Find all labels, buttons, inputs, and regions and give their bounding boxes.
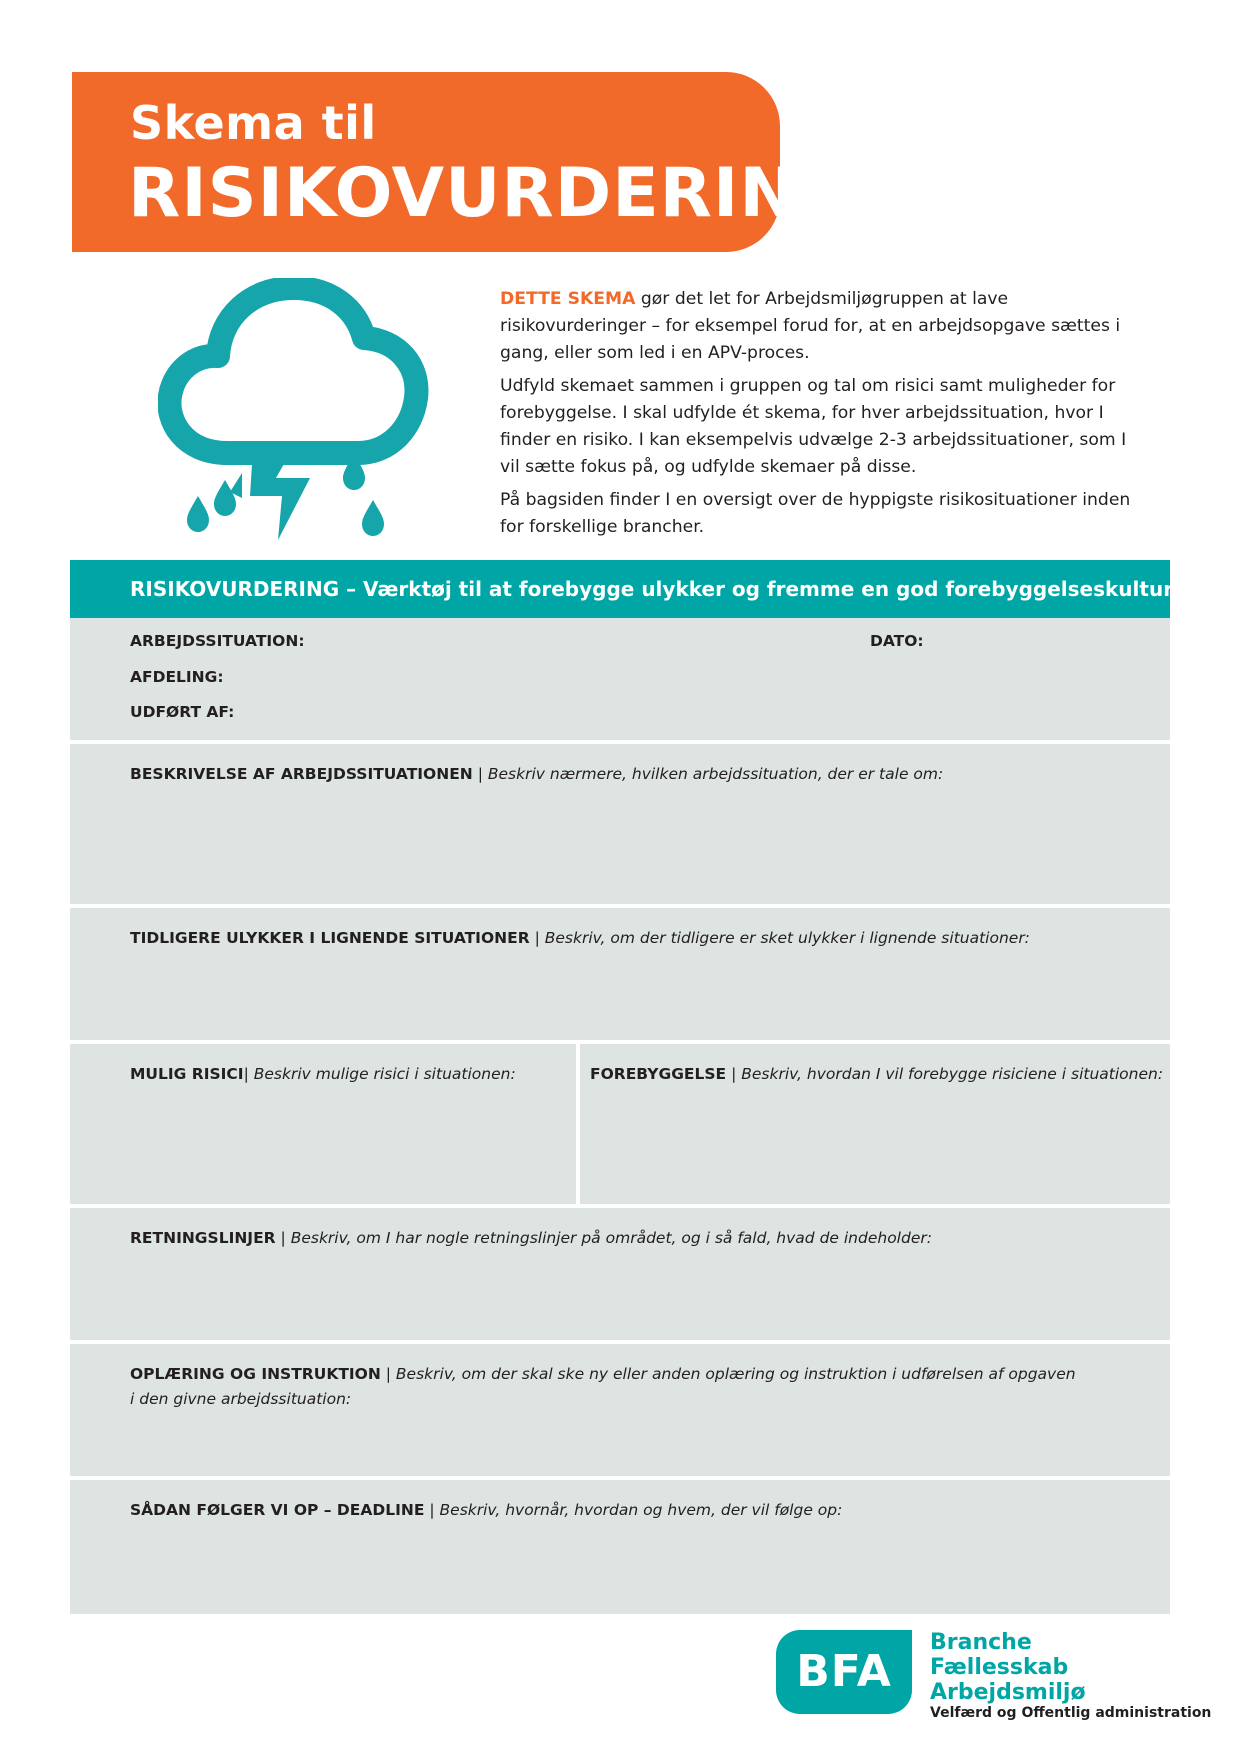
- section-prevention[interactable]: [580, 1044, 1170, 1204]
- section-followup[interactable]: [70, 1480, 1170, 1614]
- logo-line-3: Arbejdsmiljø: [930, 1680, 1086, 1705]
- page-title: RISIKOVURDERING: [128, 154, 855, 233]
- intro-text: [500, 286, 1150, 547]
- bfa-logo-mark: BFA: [796, 1646, 892, 1697]
- field-department[interactable]: AFDELING:: [130, 668, 224, 686]
- field-situation[interactable]: ARBEJDSSITUATION:: [130, 632, 305, 650]
- section-prevention-label: FOREBYGGELSE | Beskriv, hvordan I vil forebygge risiciene i situationen:: [590, 1065, 1164, 1083]
- section-description-label: BESKRIVELSE AF ARBEJDSSITUATIONEN | Beskriv nærmere, hvilken arbejdssituation, der er tale om:: [130, 765, 944, 783]
- logo-tagline: Velfærd og Offentlig administration: [930, 1705, 1212, 1721]
- field-done-by[interactable]: UDFØRT AF:: [130, 703, 235, 721]
- bfa-logo-text: [930, 1630, 1086, 1705]
- intro-paragraph-1: [500, 286, 1150, 367]
- logo-line-2: Fællesskab: [930, 1655, 1069, 1680]
- section-description[interactable]: [70, 744, 1170, 904]
- section-guidelines[interactable]: [70, 1208, 1170, 1340]
- intro-paragraph-3: På bagsiden finder I en oversigt over de hyppigste risikosituationer inden for forskellige brancher.: [500, 490, 1131, 537]
- intro-p1-text: gør det let for Arbejdsmiljøgruppen at lave risikovurderinger – for eksempel forud for, at en arbejdsopgave sættes i gang, eller som led i en APV-proces.: [500, 289, 1121, 363]
- intro-lead: DETTE SKEMA: [500, 289, 636, 309]
- section-previous-label: TIDLIGERE ULYKKER I LIGNENDE SITUATIONER | Beskriv, om der tidligere er sket ulykker i lignende situationer:: [130, 929, 1030, 947]
- page-subtitle: Skema til: [130, 96, 377, 150]
- storm-cloud-icon: [158, 278, 430, 546]
- info-fields-box: [70, 618, 1170, 740]
- form-heading: RISIKOVURDERING – Værktøj til at forebygge ulykker og fremme en god forebyggelseskultur: [130, 577, 1174, 601]
- section-training-label: OPLÆRING OG INSTRUKTION | Beskriv, om der skal ske ny eller anden oplæring og instruktion i udførelsen af opgaven i den givne arbejdssituation:: [130, 1365, 1076, 1408]
- bfa-logo: [776, 1630, 912, 1714]
- section-risk[interactable]: [70, 1044, 576, 1204]
- section-risk-label: MULIG RISICI| Beskriv mulige risici i situationen:: [130, 1065, 516, 1083]
- field-date[interactable]: DATO:: [870, 632, 924, 650]
- section-guidelines-label: RETNINGSLINJER | Beskriv, om I har nogle retningslinjer på området, og i så fald, hvad de indeholder:: [130, 1229, 932, 1247]
- form-heading-bar: [70, 560, 1174, 618]
- logo-line-1: Branche: [930, 1630, 1032, 1655]
- section-training[interactable]: [70, 1344, 1170, 1476]
- section-previous-accidents[interactable]: [70, 908, 1170, 1040]
- title-banner: [72, 72, 855, 252]
- section-followup-label: SÅDAN FØLGER VI OP – DEADLINE | Beskriv, hvornår, hvordan og hvem, der vil følge op:: [130, 1501, 843, 1519]
- intro-paragraph-2: Udfyld skemaet sammen i gruppen og tal om risici samt muligheder for forebyggelse. I skal udfylde ét skema, for hver arbejdssituation, hvor I finder en risiko. I kan eksempelvis udvælge 2-3 arbejdssituationer, som I vil sætte fokus på, og udfylde skemaer på disse.: [500, 376, 1127, 477]
